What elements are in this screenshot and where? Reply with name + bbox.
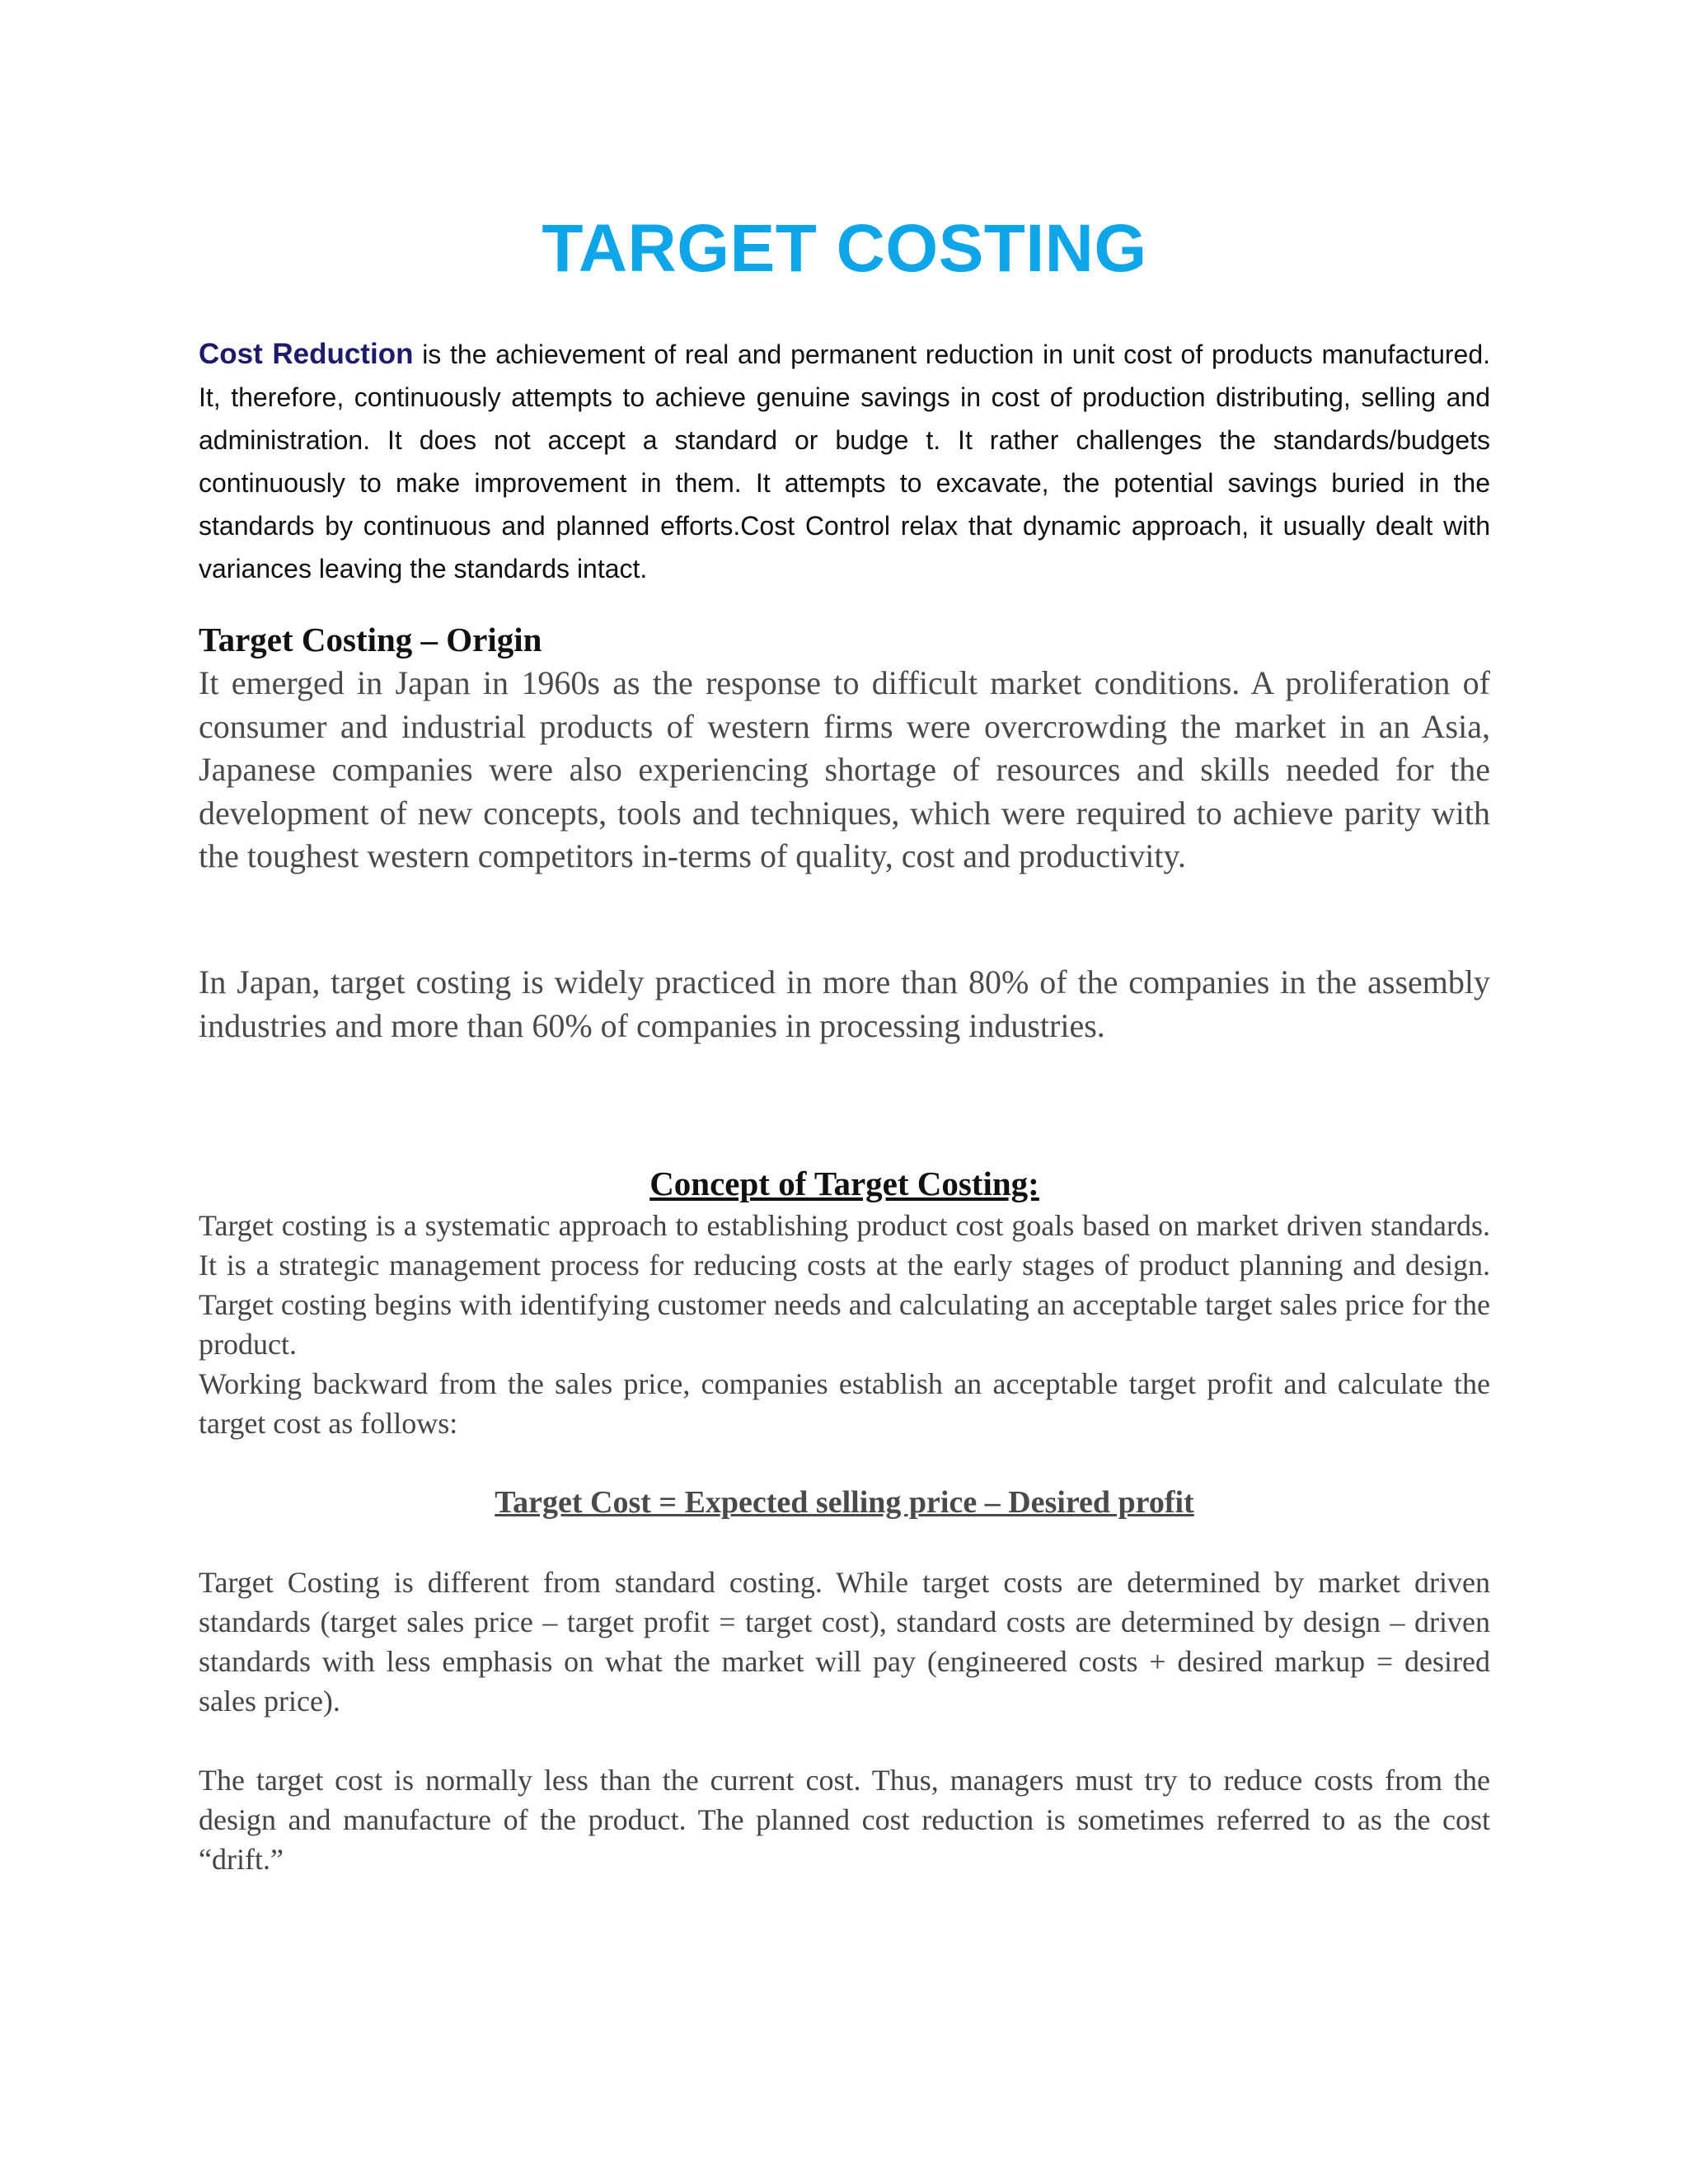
target-cost-formula: Target Cost = Expected selling price – Desired profit <box>495 1485 1194 1520</box>
origin-paragraph-1: It emerged in Japan in 1960s as the response to difficult market conditions. A proliferation of consumer and industrial products of western firms were overcrowding the market in an Asia, Japanese companies were also experiencing shortage of resources and skills needed for the development of new concepts, tools and techniques, which were required to achieve parity with the toughest western competitors in-terms of quality, cost and productivity. <box>199 664 1490 874</box>
concept-heading: Concept of Target Costing: <box>649 1165 1039 1202</box>
intro-lead-term: Cost Reduction <box>199 338 414 370</box>
concept-paragraph-1-part-2: Working backward from the sales price, companies establish an acceptable target profit and calculate the target cost as follows: <box>199 1367 1490 1440</box>
concept-paragraph-1-part-1: Target costing is a systematic approach to establishing product cost goals based on market driven standards. It is a strategic management process for reducing costs at the early stages of product planning and design. Target costing begins with identifying customer needs and calculating an acceptable target sales price for the product. <box>199 1209 1490 1361</box>
origin-paragraph-2: In Japan, target costing is widely practiced in more than 80% of the companies in the assembly industries and more than 60% of companies in processing industries. <box>199 963 1490 1044</box>
difference-paragraph: Target Costing is different from standard costing. While target costs are determined by market driven standards (target sales price – target profit = target cost), standard costs are determined by design – driven standards with less emphasis on what the market will pay (engineered costs + desired markup = desired sales price). <box>199 1566 1490 1718</box>
drift-paragraph: The target cost is normally less than the current cost. Thus, managers must try to reduce costs from the design and manufacture of the product. The planned cost reduction is sometimes referred to as the cost “drift.” <box>199 1764 1490 1876</box>
intro-paragraph <box>199 333 1490 590</box>
page-title: TARGET COSTING <box>542 211 1147 286</box>
concept-paragraph-1 <box>199 1206 1490 1443</box>
intro-text: is the achievement of real and permanent reduction in unit cost of products manufactured. It, therefore, continuously attempts to achieve genuine savings in cost of production distributing, selling and administration. It does not accept a standard or budge t. It rather challenges the standards/budgets continuously to make improvement in them. It attempts to excavate, the potential savings buried in the standards by continuous and planned efforts.Cost Control relax that dynamic approach, it usually dealt with variances leaving the standards intact. <box>199 340 1490 583</box>
origin-heading: Target Costing – Origin <box>199 621 542 658</box>
